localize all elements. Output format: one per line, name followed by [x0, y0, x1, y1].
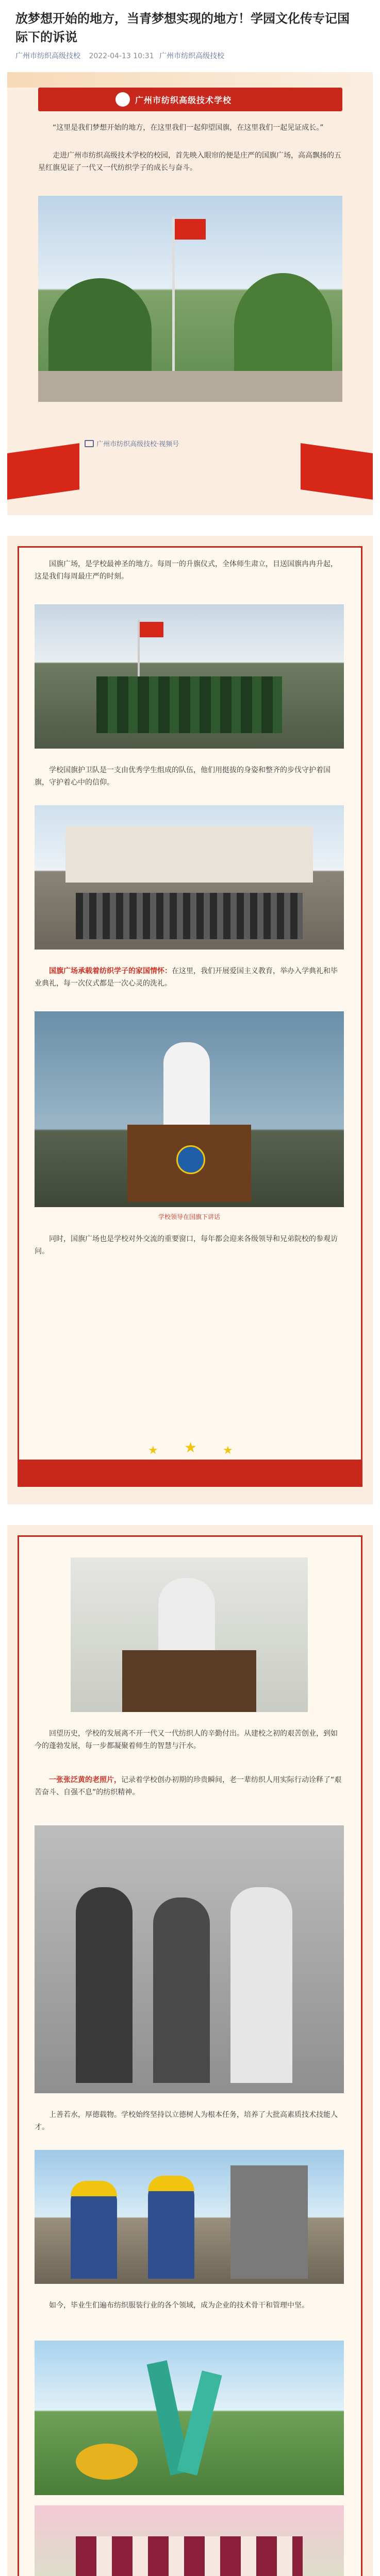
flag-deco [7, 443, 79, 500]
star-icon: ★ [184, 1439, 197, 1456]
intro-quote: “这里是我们梦想开始的地方，在这里我们一起仰望国旗，在这里我们一起见证成长。” [53, 124, 324, 132]
person [153, 1897, 210, 2083]
article-meta [15, 50, 366, 61]
national-flag-icon [175, 219, 206, 240]
historic-photo [35, 1825, 344, 2093]
article-time: 2022-04-13 10:31 [89, 52, 154, 60]
person [148, 2176, 194, 2279]
section-flag-plaza [7, 536, 373, 1504]
podium [127, 1125, 251, 1202]
sculpture [177, 2370, 222, 2476]
workers-photo [35, 2150, 344, 2284]
national-flag-icon [140, 622, 163, 637]
video-icon [85, 440, 94, 447]
speech-photo [35, 1011, 344, 1207]
section1-p4: 同时，国旗广场也是学校对外交流的重要窗口，每年都会迎来各级领导和兄弟院校的参观访问。 [35, 1235, 338, 1256]
banner-bottom-deco [7, 428, 373, 515]
flag-deco [301, 443, 373, 500]
podium [122, 1650, 256, 1712]
section-frame [18, 546, 362, 1487]
crowd [76, 893, 303, 939]
school-header-bar [38, 88, 342, 111]
section2-p4: 如今，毕业生们遍布纺织服装行业的各个领域，成为企业的技术骨干和管理中坚。 [49, 2301, 309, 2310]
section2-p3: 上善若水，厚德载物。学校始终坚持以立德树人为根本任务，培养了大批高素质技术技能人才。 [35, 2111, 338, 2131]
school-emblem-icon [115, 92, 130, 107]
person [71, 2181, 117, 2279]
section2-p2 [35, 1774, 344, 1799]
section2-p2-text: 记录着学校创办初期的珍贵瞬间，老一辈纺织人用实际行动诠释了“艰苦奋斗、自强不息”的纺织精神。 [35, 1776, 342, 1797]
honor-guard-group [96, 676, 282, 733]
intro-section [7, 72, 373, 515]
flag-plaza-photo [38, 196, 342, 402]
video-link-row[interactable] [85, 438, 296, 448]
students-photo [35, 2505, 344, 2576]
section-history [7, 1525, 373, 2576]
red-ribbon [19, 1460, 361, 1485]
star-icon: ★ [223, 1444, 233, 1457]
person [230, 1887, 292, 2083]
tree [234, 273, 332, 381]
section1-p3 [35, 965, 344, 990]
flower-bed [76, 2444, 138, 2480]
honor-guard-photo [35, 604, 344, 749]
section2-p2-label: 一张张泛黄的老照片， [49, 1776, 121, 1784]
section1-p1: 国旗广场，是学校最神圣的地方。每周一的升旗仪式，全体师生肃立，目送国旗冉冉升起，这是我们每周最庄严的时刻。 [35, 560, 338, 581]
section1-p2: 学校国旗护卫队是一支由优秀学生组成的队伍，他们用挺拔的身姿和整齐的步伐守护着国旗，守护着心中的信仰。 [35, 766, 331, 787]
flagpole [172, 216, 175, 371]
account-link[interactable]: 广州市纺织高级技校 [159, 52, 225, 60]
banner-top [7, 72, 373, 88]
intro-paragraph: 走进广州市纺织高级技术学校的校园，首先映入眼帘的便是庄严的国旗广场，高高飘扬的五星红旗见证了一代又一代纺织学子的成长与奋斗。 [38, 151, 341, 172]
person [76, 1887, 133, 2083]
article-title: 放梦想开始的地方，当青梦想实现的地方！学园文化传专记国际下的诉说 [15, 11, 350, 44]
students-group [76, 2536, 303, 2576]
section2-p1: 回望历史，学校的发展离不开一代又一代纺织人的辛勤付出。从建校之初的艰苦创业，到如今的蓬勃发展，每一步都凝聚着师生的智慧与汗水。 [35, 1730, 338, 1750]
machinery [230, 2165, 308, 2279]
star-icon: ★ [148, 1444, 158, 1457]
school-name: 广州市纺织高级技术学校 [135, 95, 232, 105]
section-frame [18, 1535, 362, 2576]
school-emblem-icon [176, 1145, 205, 1174]
tree [48, 278, 152, 381]
speaker-archive-photo [71, 1557, 308, 1712]
speech-caption: 学校领导在国旗下讲话 [158, 1213, 220, 1221]
section1-p3-text: 在这里，我们开展爱国主义教育，举办入学典礼和毕业典礼，每一次仪式都是一次心灵的洗礼。 [35, 967, 338, 988]
video-channel-link[interactable]: 广州市纺织高级技校·视频号 [96, 440, 179, 448]
plaza-ground [38, 371, 342, 402]
section1-bottom-deco [19, 1423, 361, 1485]
flag-ceremony-photo [35, 805, 344, 950]
article-author[interactable]: 广州市纺织高级技校 [15, 52, 80, 60]
sculpture-photo [35, 2341, 344, 2495]
school-building [65, 826, 313, 883]
section1-p3-label: 国旗广场承载着纺织学子的家国情怀： [49, 967, 172, 975]
